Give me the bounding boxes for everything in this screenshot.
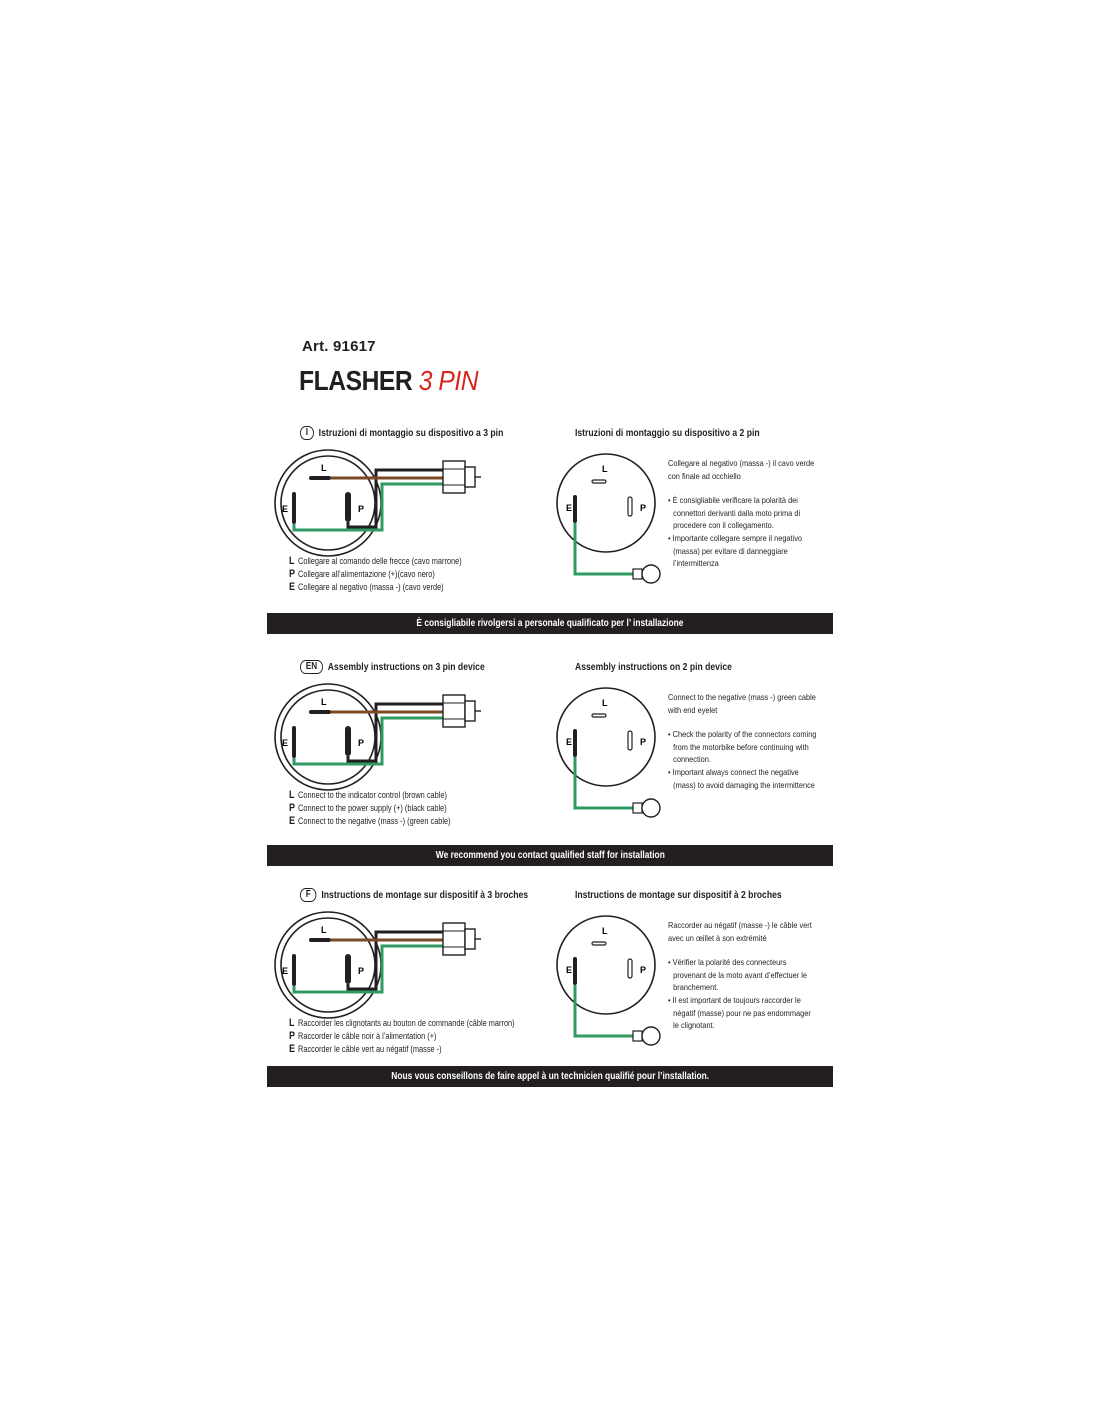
language-badge: F — [300, 888, 316, 902]
legend-row — [289, 1017, 515, 1030]
heading-3pin-text: Istruzioni di montaggio su dispositivo a 3 pin — [318, 426, 504, 439]
note-item: • Vérifier la polarité des connecteurs provenant de la moto avant d’effectuer le branchement. — [668, 957, 807, 993]
pin-label-p: P — [358, 504, 365, 514]
title-light: 3 PIN — [418, 365, 479, 396]
heading-3pin-it — [300, 426, 503, 440]
pin-label-e: E — [566, 737, 573, 747]
heading-3pin-fr — [300, 888, 528, 902]
pin-label-l: L — [321, 697, 327, 707]
legend-row — [289, 789, 451, 802]
legend-key: L — [289, 555, 295, 567]
heading-2pin-fr: Instructions de montage sur dispositif à 2 broches — [575, 889, 782, 901]
legend-text: Collegare al negativo (massa -) (cavo verde) — [298, 582, 444, 592]
legend-text: Connect to the indicator control (brown cable) — [298, 790, 447, 800]
heading-2pin-it: Istruzioni di montaggio su dispositivo a 2 pin — [575, 427, 760, 439]
article-number: Art. 91617 — [302, 338, 376, 355]
note-item: • È consigliabile verificare la polarità dei connettori derivanti dalla moto prima di procedere con il collegamento. — [668, 495, 801, 531]
pin-legend — [289, 1017, 515, 1056]
legend-key: L — [289, 789, 295, 801]
legend-key: P — [289, 802, 296, 814]
wiring-diagram-2pin — [555, 452, 675, 587]
legend-text: Connect to the power supply (+) (black cable) — [298, 803, 447, 813]
wiring-diagram-3pin — [273, 448, 503, 563]
notes-2pin — [668, 691, 819, 791]
legend-row — [289, 815, 451, 828]
legend-text: Connect to the negative (mass -) (green cable) — [298, 816, 451, 826]
note-item: • Importante collegare sempre il negativo (massa) per evitare di danneggiare l’intermittenza — [668, 532, 803, 569]
legend-key: E — [289, 581, 296, 593]
note-main: Collegare al negativo (massa -) il cavo verde con finale ad occhiello — [668, 458, 815, 481]
pin-label-p: P — [358, 966, 365, 976]
legend-key: E — [289, 1043, 296, 1055]
pin-label-l: L — [602, 698, 608, 708]
note-item: • Important always connect the negative (mass) to avoid damaging the intermittence — [668, 766, 815, 790]
heading-2pin-en: Assembly instructions on 2 pin device — [575, 661, 732, 673]
note-item: • Check the polarity of the connectors coming from the motorbike before continuing with connection. — [668, 729, 817, 765]
pin-legend — [289, 789, 451, 828]
heading-3pin-text: Instructions de montage sur dispositif à 3 broches — [321, 888, 529, 901]
pin-label-e: E — [282, 966, 289, 976]
legend-row — [289, 568, 462, 581]
legend-row — [289, 1043, 515, 1056]
pin-label-l: L — [321, 925, 327, 935]
language-badge: I — [300, 426, 314, 440]
note-main: Connect to the negative (mass -) green cable with end eyelet — [668, 692, 816, 715]
language-badge: EN — [300, 660, 323, 674]
pin-label-p: P — [358, 738, 365, 748]
legend-text: Collegare al comando delle frecce (cavo marrone) — [298, 556, 462, 566]
pin-label-p: P — [640, 965, 647, 975]
legend-row — [289, 581, 462, 594]
pin-label-e: E — [282, 738, 289, 748]
legend-row — [289, 555, 462, 568]
pin-label-p: P — [640, 737, 647, 747]
legend-key: L — [289, 1017, 295, 1029]
pin-label-e: E — [282, 504, 289, 514]
pin-label-l: L — [602, 926, 608, 936]
page-title — [299, 365, 478, 397]
warning-bar: We recommend you contact qualified staff for installation — [267, 845, 833, 866]
legend-text: Raccorder le câble noir à l’alimentation (+) — [298, 1031, 437, 1041]
pin-label-l: L — [602, 464, 608, 474]
legend-text: Raccorder le câble vert au négatif (masse -) — [298, 1044, 442, 1054]
wiring-diagram-3pin — [273, 910, 503, 1025]
notes-2pin — [668, 919, 819, 1032]
wiring-diagram-2pin — [555, 686, 675, 821]
wiring-diagram-3pin — [273, 682, 503, 797]
legend-text: Collegare all’alimentazione (+)(cavo nero) — [298, 569, 435, 579]
notes-2pin — [668, 457, 819, 570]
pin-label-e: E — [566, 503, 573, 513]
warning-bar: È consigliabile rivolgersi a personale qualificato per l’ installazione — [267, 613, 833, 634]
legend-key: E — [289, 815, 296, 827]
legend-key: P — [289, 1030, 296, 1042]
heading-3pin-en — [300, 660, 485, 674]
pin-label-p: P — [640, 503, 647, 513]
pin-legend — [289, 555, 462, 594]
warning-bar: Nous vous conseillons de faire appel à un technicien qualifié pour l’installation. — [267, 1066, 833, 1087]
title-bold: FLASHER — [299, 365, 413, 396]
pin-label-e: E — [566, 965, 573, 975]
note-item: • Il est important de toujours raccorder le négatif (masse) pour ne pas endommager le clignotant. — [668, 994, 811, 1031]
note-main: Raccorder au négatif (masse -) le câble vert avec un œillet à son extrémité — [668, 920, 812, 943]
legend-key: P — [289, 568, 296, 580]
legend-row — [289, 1030, 515, 1043]
heading-3pin-text: Assembly instructions on 3 pin device — [327, 660, 485, 673]
legend-row — [289, 802, 451, 815]
legend-text: Raccorder les clignotants au bouton de commande (câble marron) — [298, 1018, 515, 1028]
wiring-diagram-2pin — [555, 914, 675, 1049]
pin-label-l: L — [321, 463, 327, 473]
